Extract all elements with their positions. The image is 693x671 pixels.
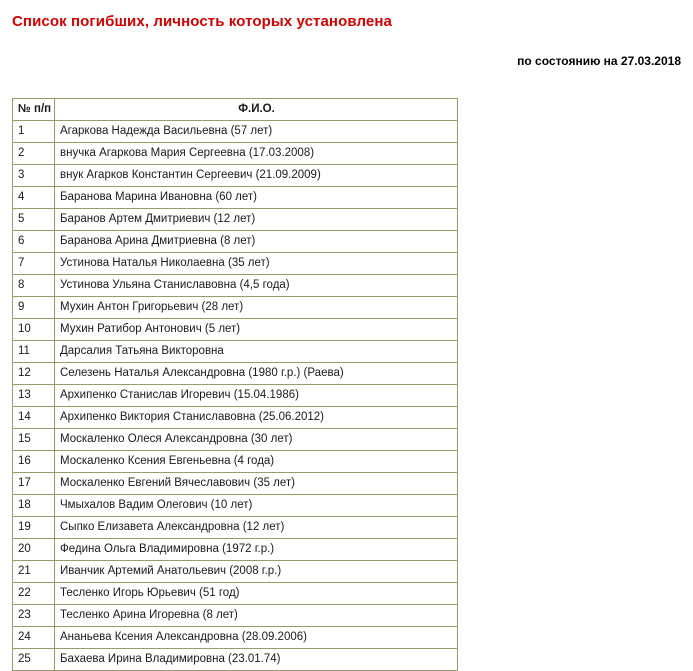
row-number: 16	[13, 451, 55, 473]
row-number: 11	[13, 341, 55, 363]
victims-table	[12, 98, 458, 671]
row-person-name: Иванчик Артемий Анатольевич (2008 г.р.)	[55, 561, 458, 583]
row-number: 24	[13, 627, 55, 649]
table-row	[13, 429, 458, 451]
row-person-name: Москаленко Ксения Евгеньевна (4 года)	[55, 451, 458, 473]
table-row	[13, 605, 458, 627]
table-row	[13, 583, 458, 605]
table-header	[13, 99, 458, 121]
column-header-name: Ф.И.О.	[55, 99, 458, 121]
table-row	[13, 297, 458, 319]
table-row	[13, 253, 458, 275]
row-number: 22	[13, 583, 55, 605]
table-row	[13, 561, 458, 583]
row-number: 10	[13, 319, 55, 341]
row-person-name: Мухин Антон Григорьевич (28 лет)	[55, 297, 458, 319]
row-number: 15	[13, 429, 55, 451]
table-row	[13, 275, 458, 297]
row-person-name: Дарсалия Татьяна Викторовна	[55, 341, 458, 363]
page-title: Список погибших, личность которых установлена	[12, 13, 392, 30]
row-number: 21	[13, 561, 55, 583]
row-person-name: Баранов Артем Дмитриевич (12 лет)	[55, 209, 458, 231]
row-number: 3	[13, 165, 55, 187]
row-number: 7	[13, 253, 55, 275]
document-date-status: по состоянию на 27.03.2018	[517, 54, 681, 68]
table-row	[13, 473, 458, 495]
row-person-name: Чмыхалов Вадим Олегович (10 лет)	[55, 495, 458, 517]
row-person-name: Бахаева Ирина Владимировна (23.01.74)	[55, 649, 458, 671]
row-person-name: внучка Агаркова Мария Сергеевна (17.03.2008)	[55, 143, 458, 165]
table-body	[13, 121, 458, 671]
row-person-name: Устинова Наталья Николаевна (35 лет)	[55, 253, 458, 275]
row-person-name: Устинова Ульяна Станиславовна (4,5 года)	[55, 275, 458, 297]
row-number: 2	[13, 143, 55, 165]
table-row	[13, 407, 458, 429]
row-number: 4	[13, 187, 55, 209]
row-number: 6	[13, 231, 55, 253]
table-header-row	[13, 99, 458, 121]
row-person-name: Сыпко Елизавета Александровна (12 лет)	[55, 517, 458, 539]
table-row	[13, 649, 458, 671]
row-person-name: Тесленко Игорь Юрьевич (51 год)	[55, 583, 458, 605]
table-row	[13, 209, 458, 231]
table-row	[13, 517, 458, 539]
table-row	[13, 627, 458, 649]
table-row	[13, 319, 458, 341]
victims-table-container	[0, 68, 693, 671]
row-number: 23	[13, 605, 55, 627]
row-person-name: Федина Ольга Владимировна (1972 г.р.)	[55, 539, 458, 561]
row-number: 5	[13, 209, 55, 231]
table-row	[13, 385, 458, 407]
row-person-name: Архипенко Станислав Игоревич (15.04.1986)	[55, 385, 458, 407]
table-row	[13, 165, 458, 187]
row-number: 12	[13, 363, 55, 385]
row-number: 17	[13, 473, 55, 495]
table-row	[13, 495, 458, 517]
row-person-name: Баранова Марина Ивановна (60 лет)	[55, 187, 458, 209]
row-number: 13	[13, 385, 55, 407]
row-person-name: Баранова Арина Дмитриевна (8 лет)	[55, 231, 458, 253]
table-row	[13, 121, 458, 143]
table-row	[13, 143, 458, 165]
row-person-name: Ананьева Ксения Александровна (28.09.2006)	[55, 627, 458, 649]
table-row	[13, 341, 458, 363]
row-person-name: Тесленко Арина Игоревна (8 лет)	[55, 605, 458, 627]
row-person-name: внук Агарков Константин Сергеевич (21.09.2009)	[55, 165, 458, 187]
row-number: 8	[13, 275, 55, 297]
row-number: 18	[13, 495, 55, 517]
row-number: 14	[13, 407, 55, 429]
row-number: 1	[13, 121, 55, 143]
table-row	[13, 231, 458, 253]
row-person-name: Агаркова Надежда Васильевна (57 лет)	[55, 121, 458, 143]
table-row	[13, 187, 458, 209]
row-number: 19	[13, 517, 55, 539]
column-header-number: № п/п	[13, 99, 55, 121]
row-person-name: Мухин Ратибор Антонович (5 лет)	[55, 319, 458, 341]
row-number: 25	[13, 649, 55, 671]
table-row	[13, 363, 458, 385]
row-person-name: Архипенко Виктория Станиславовна (25.06.2012)	[55, 407, 458, 429]
row-number: 20	[13, 539, 55, 561]
row-number: 9	[13, 297, 55, 319]
table-row	[13, 539, 458, 561]
row-person-name: Селезень Наталья Александровна (1980 г.р.) (Раева)	[55, 363, 458, 385]
table-row	[13, 451, 458, 473]
row-person-name: Москаленко Олеся Александровна (30 лет)	[55, 429, 458, 451]
row-person-name: Москаленко Евгений Вячеславович (35 лет)	[55, 473, 458, 495]
